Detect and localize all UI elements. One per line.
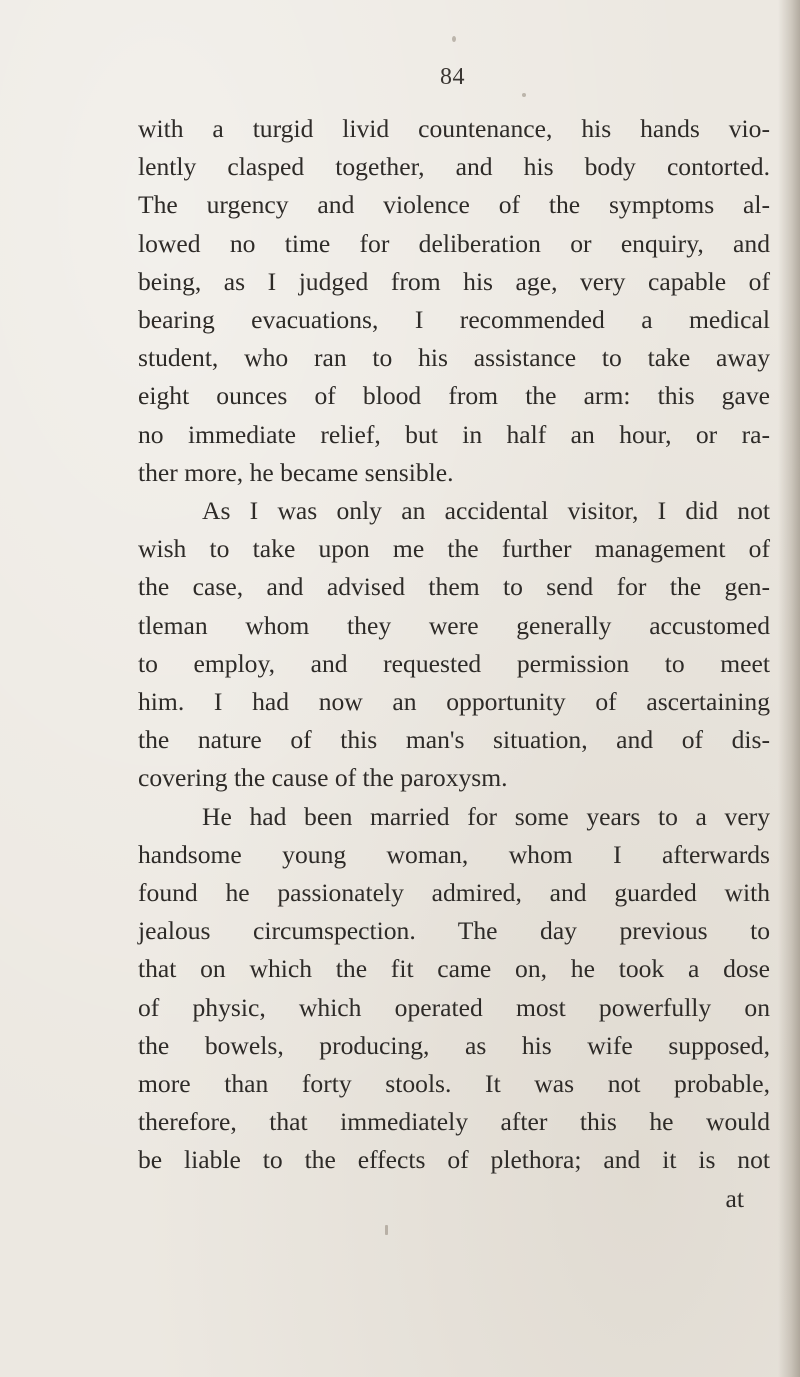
catchword: at	[725, 1183, 744, 1213]
body-text	[138, 110, 770, 1218]
text-line: wish to take upon me the further management of	[138, 534, 770, 564]
text-line: of physic, which operated most powerfully on	[138, 992, 770, 1022]
text-line: The urgency and violence of the symptoms al-	[138, 190, 770, 220]
text-line: therefore, that immediately after this he would	[138, 1107, 770, 1137]
ink-speck	[385, 1225, 388, 1235]
text-line: no immediate relief, but in half an hour, or ra-	[138, 419, 770, 449]
ink-speck	[452, 36, 456, 42]
text-line: to employ, and requested permission to meet	[138, 648, 770, 678]
text-line: handsome young woman, whom I afterwards	[138, 839, 770, 869]
text-line: him. I had now an opportunity of ascertaining	[138, 687, 770, 717]
text-line: student, who ran to his assistance to take away	[138, 343, 770, 373]
text-line: the bowels, producing, as his wife supposed,	[138, 1030, 770, 1060]
text-line: be liable to the effects of plethora; and it is not	[138, 1145, 770, 1175]
text-line: ther more, he became sensible.	[138, 457, 454, 487]
text-line: jealous circumspection. The day previous to	[138, 916, 770, 946]
text-line: lowed no time for deliberation or enquiry, and	[138, 228, 770, 258]
text-line: the case, and advised them to send for the gen-	[138, 572, 770, 602]
page-edge-shadow	[778, 0, 800, 1377]
ink-speck	[522, 93, 526, 97]
text-line: lently clasped together, and his body contorted.	[138, 152, 770, 182]
text-line: with a turgid livid countenance, his hands vio-	[138, 114, 770, 143]
text-line: bearing evacuations, I recommended a medical	[138, 305, 770, 335]
text-line: that on which the fit came on, he took a dose	[138, 954, 770, 984]
text-line: eight ounces of blood from the arm: this gave	[138, 381, 770, 411]
text-line: more than forty stools. It was not probable,	[138, 1069, 770, 1099]
text-line: He had been married for some years to a very	[202, 801, 770, 831]
text-line: the nature of this man's situation, and of dis-	[138, 725, 770, 755]
text-line: being, as I judged from his age, very capable of	[138, 266, 770, 296]
text-line: covering the cause of the paroxysm.	[138, 763, 508, 793]
text-line: tleman whom they were generally accustomed	[138, 610, 770, 640]
page-number: 84	[440, 64, 465, 90]
text-line: found he passionately admired, and guarded with	[138, 878, 770, 908]
text-line: As I was only an accidental visitor, I did not	[202, 496, 770, 526]
